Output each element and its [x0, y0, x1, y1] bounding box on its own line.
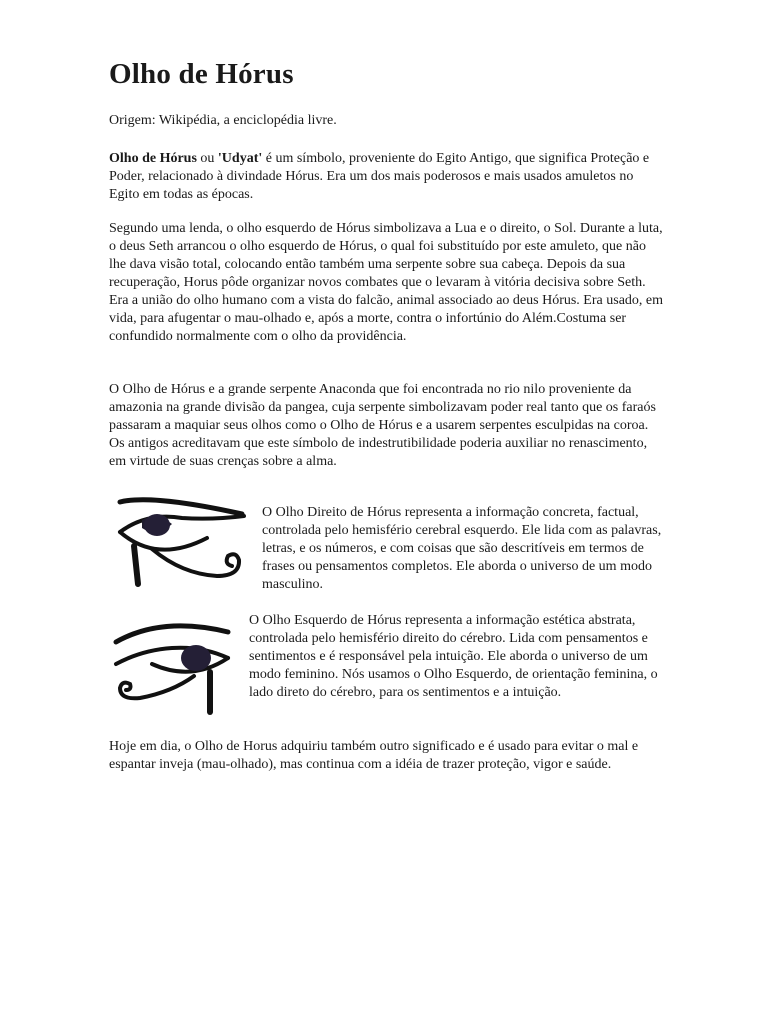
- today-paragraph: Hoje em dia, o Olho de Horus adquiriu também outro significado e é usado para evitar o mal e espantar inveja (mau-olhado), mas continua com a idéia de trazer proteção, vigor e saúde.: [109, 739, 639, 772]
- intro-text: é um símbolo, proveniente do Egito Antigo, que significa Proteção e Poder, relacionado à divindade Hórus. Era um dos mais poderosos e mais usados amuletos no Egito em todas as épocas.: [109, 151, 650, 202]
- anaconda-paragraph: O Olho de Hórus e a grande serpente Anaconda que foi encontrada no rio nilo proveniente da amazonia na grande divisão da pangea, cuja serpente simbolizavam poder real tanto que os faraós passaram a maquiar seus olhos como o Olho de Hórus e a usarem serpentes esculpidas na coroa. Os antigos acreditavam que este símbolo de indestrutibilidade poderia auxiliar no renascimento, em virtude de suas crenças sobre a alma.: [109, 382, 656, 469]
- left-eye-description: O Olho Esquerdo de Hórus representa a informação estética abstrata, controlada pelo hemisfério direito do cérebro. Lida com pensamentos e sentimentos e é responsável pela intuição. Ele aborda o universo de um modo feminino. Nós usamos o Olho Esquerdo, de orientação feminina, o lado direto do cérebro, para os sentimentos e a intuição.: [249, 613, 658, 700]
- legend-paragraph: Segundo uma lenda, o olho esquerdo de Hórus simbolizava a Lua e o direito, o Sol. Durante a luta, o deus Seth arrancou o olho esquerdo de Hórus, o qual foi substituído por este amuleto, que não lhe dava visão total, colocando então também uma serpente sobre sua cabeça. Depois da sua recuperação, Horus pôde organizar novos combates que o levaram à vitória decisiva sobre Seth. Era a união do olho humano com a vista do falcão, animal associado ao deus Hórus. Era usado, em vida, para afugentar o mau-olhado e, após a morte, contra o infortúnio do Além.Costuma ser confundido normalmente com o olho da providência.: [109, 221, 664, 344]
- right-eye-description: O Olho Direito de Hórus representa a informação concreta, factual, controlada pelo hemisfério cerebral esquerdo. Ele lida com as palavras, letras, e os números, e com coisas que são descritíveis em termos de frases ou pensamentos completos. Ele aborda o universo de um modo masculino.: [262, 505, 662, 592]
- term-olho-de-horus: Olho de Hórus: [109, 151, 197, 166]
- intro-conjunction: ou: [196, 151, 218, 166]
- intro-paragraph: [109, 150, 665, 204]
- left-eye-of-horus-icon: [112, 620, 234, 718]
- term-udyat: 'Udyat': [217, 151, 263, 166]
- origin-line: Origem: Wikipédia, a enciclopédia livre.: [109, 113, 337, 128]
- page-title: Olho de Hórus: [109, 58, 294, 90]
- right-eye-of-horus-icon: [112, 494, 247, 590]
